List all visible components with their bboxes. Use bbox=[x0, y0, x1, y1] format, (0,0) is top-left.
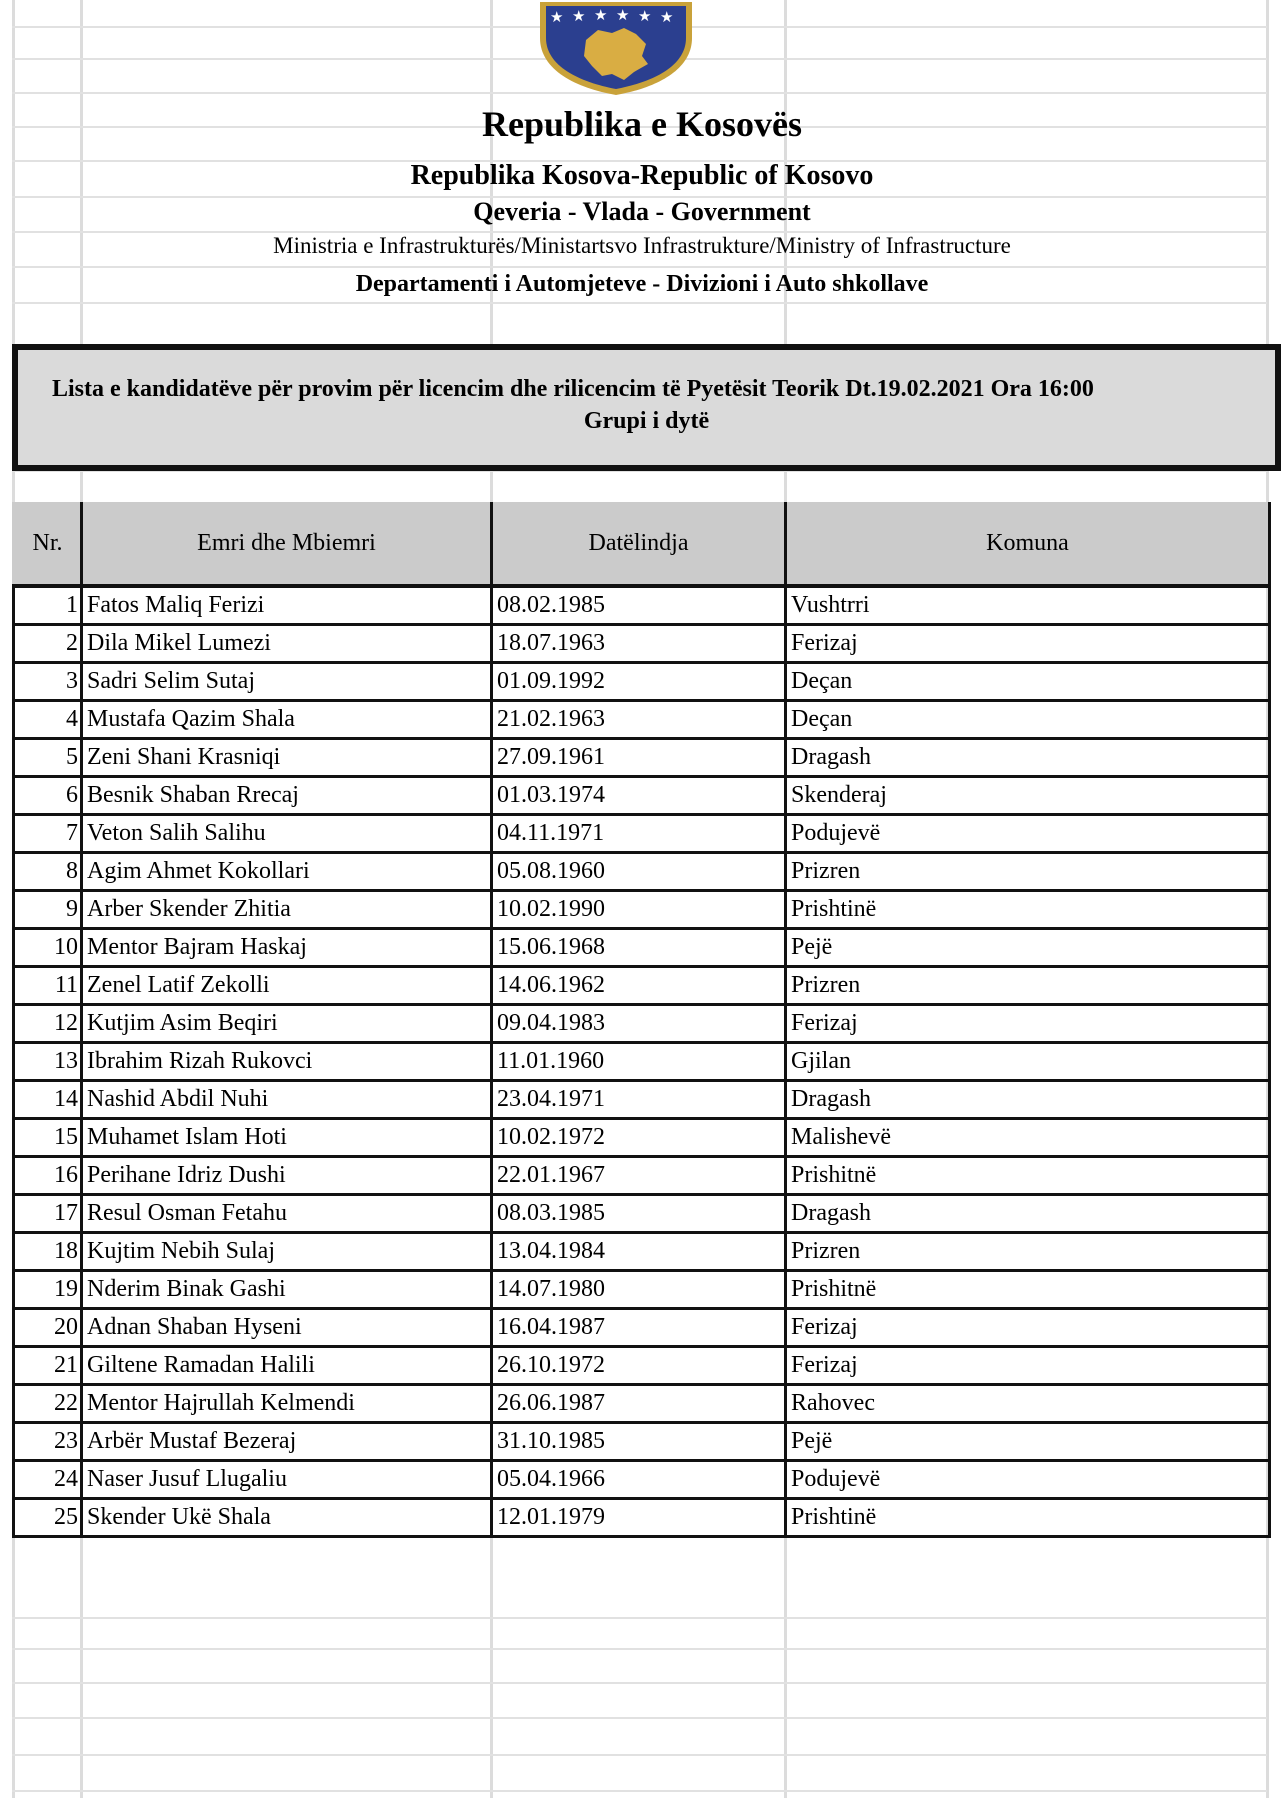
table-row bbox=[14, 1043, 1270, 1081]
candidates-table bbox=[12, 502, 1271, 1538]
cell-name: Kujtim Nebih Sulaj bbox=[82, 1233, 492, 1271]
table-row bbox=[14, 1157, 1270, 1195]
cell-name: Mentor Bajram Haskaj bbox=[82, 929, 492, 967]
grid-line bbox=[12, 1754, 1267, 1756]
table-row bbox=[14, 1271, 1270, 1309]
cell-nr: 9 bbox=[14, 891, 82, 929]
cell-municipality: Rahovec bbox=[786, 1385, 1270, 1423]
table-row bbox=[14, 1347, 1270, 1385]
cell-name: Ibrahim Rizah Rukovci bbox=[82, 1043, 492, 1081]
table-row bbox=[14, 1385, 1270, 1423]
table-row bbox=[14, 586, 1270, 625]
cell-name: Perihane Idriz Dushi bbox=[82, 1157, 492, 1195]
column-header-name: Emri dhe Mbiemri bbox=[82, 502, 492, 586]
table-row bbox=[14, 891, 1270, 929]
cell-name: Mentor Hajrullah Kelmendi bbox=[82, 1385, 492, 1423]
table-row bbox=[14, 967, 1270, 1005]
cell-birthdate: 15.06.1968 bbox=[492, 929, 786, 967]
cell-name: Naser Jusuf Llugaliu bbox=[82, 1461, 492, 1499]
cell-birthdate: 11.01.1960 bbox=[492, 1043, 786, 1081]
cell-municipality: Prishitnë bbox=[786, 1157, 1270, 1195]
cell-name: Arber Skender Zhitia bbox=[82, 891, 492, 929]
grid-line bbox=[12, 1717, 1267, 1719]
cell-birthdate: 14.07.1980 bbox=[492, 1271, 786, 1309]
header-ministry: Ministria e Infrastrukturës/Ministartsvo Infrastrukture/Ministry of Infrastructure bbox=[273, 233, 1011, 258]
table-row bbox=[14, 663, 1270, 701]
cell-name: Veton Salih Salihu bbox=[82, 815, 492, 853]
cell-municipality: Gjilan bbox=[786, 1043, 1270, 1081]
cell-birthdate: 05.08.1960 bbox=[492, 853, 786, 891]
header-republic-trilingual: Republika Kosova-Republic of Kosovo bbox=[410, 160, 874, 191]
cell-municipality: Prishitnë bbox=[786, 1271, 1270, 1309]
cell-nr: 1 bbox=[14, 586, 82, 625]
cell-birthdate: 16.04.1987 bbox=[492, 1309, 786, 1347]
table-row bbox=[14, 1423, 1270, 1461]
grid-line bbox=[12, 1682, 1267, 1684]
grid-line bbox=[12, 1617, 1267, 1619]
cell-nr: 12 bbox=[14, 1005, 82, 1043]
cell-birthdate: 14.06.1962 bbox=[492, 967, 786, 1005]
cell-birthdate: 05.04.1966 bbox=[492, 1461, 786, 1499]
cell-birthdate: 26.10.1972 bbox=[492, 1347, 786, 1385]
table-row bbox=[14, 777, 1270, 815]
table-row bbox=[14, 1461, 1270, 1499]
column-header-municipality: Komuna bbox=[786, 502, 1270, 586]
cell-municipality: Ferizaj bbox=[786, 1309, 1270, 1347]
cell-municipality: Prishtinë bbox=[786, 891, 1270, 929]
cell-birthdate: 08.03.1985 bbox=[492, 1195, 786, 1233]
cell-nr: 18 bbox=[14, 1233, 82, 1271]
grid-line bbox=[12, 1790, 1267, 1792]
header-republika: Republika e Kosovës bbox=[481, 104, 803, 144]
table-row bbox=[14, 739, 1270, 777]
table-row bbox=[14, 701, 1270, 739]
cell-birthdate: 10.02.1972 bbox=[492, 1119, 786, 1157]
cell-birthdate: 09.04.1983 bbox=[492, 1005, 786, 1043]
cell-birthdate: 22.01.1967 bbox=[492, 1157, 786, 1195]
table-row bbox=[14, 1233, 1270, 1271]
cell-nr: 6 bbox=[14, 777, 82, 815]
table-row bbox=[14, 1081, 1270, 1119]
grid-line bbox=[12, 302, 1267, 304]
cell-nr: 15 bbox=[14, 1119, 82, 1157]
cell-nr: 11 bbox=[14, 967, 82, 1005]
cell-municipality: Dragash bbox=[786, 1195, 1270, 1233]
list-title: Lista e kandidatëve për provim për licencim dhe rilicencim të Pyetësit Teorik Dt.19.02.2021 Ora 16:00 bbox=[52, 376, 1094, 402]
cell-name: Skender Ukë Shala bbox=[82, 1499, 492, 1537]
cell-name: Besnik Shaban Rrecaj bbox=[82, 777, 492, 815]
cell-birthdate: 10.02.1990 bbox=[492, 891, 786, 929]
cell-nr: 10 bbox=[14, 929, 82, 967]
cell-municipality: Podujevë bbox=[786, 1461, 1270, 1499]
cell-birthdate: 08.02.1985 bbox=[492, 586, 786, 625]
cell-nr: 23 bbox=[14, 1423, 82, 1461]
cell-name: Dila Mikel Lumezi bbox=[82, 625, 492, 663]
column-header-birthdate: Datëlindja bbox=[492, 502, 786, 586]
table-header-row bbox=[14, 502, 1270, 586]
cell-municipality: Vushtrri bbox=[786, 586, 1270, 625]
cell-municipality: Pejë bbox=[786, 1423, 1270, 1461]
table-row bbox=[14, 625, 1270, 663]
cell-name: Zeni Shani Krasniqi bbox=[82, 739, 492, 777]
header-department: Departamenti i Automjeteve - Divizioni i Auto shkollave bbox=[355, 271, 929, 297]
cell-municipality: Dragash bbox=[786, 1081, 1270, 1119]
table-row bbox=[14, 929, 1270, 967]
cell-municipality: Ferizaj bbox=[786, 1005, 1270, 1043]
cell-nr: 3 bbox=[14, 663, 82, 701]
cell-nr: 21 bbox=[14, 1347, 82, 1385]
cell-municipality: Malishevë bbox=[786, 1119, 1270, 1157]
cell-municipality: Ferizaj bbox=[786, 625, 1270, 663]
cell-nr: 19 bbox=[14, 1271, 82, 1309]
cell-nr: 7 bbox=[14, 815, 82, 853]
grid-line bbox=[12, 1648, 1267, 1650]
kosovo-coat-of-arms-icon bbox=[536, 0, 696, 96]
list-group: Grupi i dytë bbox=[583, 408, 710, 434]
cell-birthdate: 27.09.1961 bbox=[492, 739, 786, 777]
cell-name: Kutjim Asim Beqiri bbox=[82, 1005, 492, 1043]
table-row bbox=[14, 1195, 1270, 1233]
cell-municipality: Prizren bbox=[786, 853, 1270, 891]
cell-birthdate: 13.04.1984 bbox=[492, 1233, 786, 1271]
cell-birthdate: 01.03.1974 bbox=[492, 777, 786, 815]
cell-name: Resul Osman Fetahu bbox=[82, 1195, 492, 1233]
svg-text:★: ★ bbox=[638, 7, 652, 25]
cell-municipality: Deçan bbox=[786, 663, 1270, 701]
cell-name: Zenel Latif Zekolli bbox=[82, 967, 492, 1005]
cell-nr: 20 bbox=[14, 1309, 82, 1347]
cell-name: Fatos Maliq Ferizi bbox=[82, 586, 492, 625]
cell-municipality: Prizren bbox=[786, 967, 1270, 1005]
svg-text:★: ★ bbox=[572, 7, 586, 25]
cell-nr: 24 bbox=[14, 1461, 82, 1499]
cell-nr: 16 bbox=[14, 1157, 82, 1195]
cell-nr: 22 bbox=[14, 1385, 82, 1423]
cell-birthdate: 12.01.1979 bbox=[492, 1499, 786, 1537]
cell-nr: 8 bbox=[14, 853, 82, 891]
table-row bbox=[14, 1309, 1270, 1347]
header-government: Qeveria - Vlada - Government bbox=[473, 197, 811, 226]
cell-birthdate: 23.04.1971 bbox=[492, 1081, 786, 1119]
cell-nr: 17 bbox=[14, 1195, 82, 1233]
table-row bbox=[14, 1005, 1270, 1043]
svg-text:★: ★ bbox=[550, 8, 564, 26]
cell-nr: 25 bbox=[14, 1499, 82, 1537]
cell-nr: 4 bbox=[14, 701, 82, 739]
cell-municipality: Prishtinë bbox=[786, 1499, 1270, 1537]
cell-nr: 5 bbox=[14, 739, 82, 777]
table-row bbox=[14, 1499, 1270, 1537]
cell-birthdate: 26.06.1987 bbox=[492, 1385, 786, 1423]
list-title-box bbox=[12, 344, 1281, 471]
cell-name: Agim Ahmet Kokollari bbox=[82, 853, 492, 891]
cell-municipality: Dragash bbox=[786, 739, 1270, 777]
cell-name: Mustafa Qazim Shala bbox=[82, 701, 492, 739]
table-row bbox=[14, 815, 1270, 853]
cell-name: Sadri Selim Sutaj bbox=[82, 663, 492, 701]
cell-nr: 13 bbox=[14, 1043, 82, 1081]
cell-municipality: Prizren bbox=[786, 1233, 1270, 1271]
table-row bbox=[14, 1119, 1270, 1157]
cell-municipality: Deçan bbox=[786, 701, 1270, 739]
cell-birthdate: 01.09.1992 bbox=[492, 663, 786, 701]
cell-name: Arbër Mustaf Bezeraj bbox=[82, 1423, 492, 1461]
cell-municipality: Pejë bbox=[786, 929, 1270, 967]
cell-name: Nashid Abdil Nuhi bbox=[82, 1081, 492, 1119]
cell-name: Adnan Shaban Hyseni bbox=[82, 1309, 492, 1347]
cell-name: Nderim Binak Gashi bbox=[82, 1271, 492, 1309]
cell-birthdate: 18.07.1963 bbox=[492, 625, 786, 663]
cell-birthdate: 04.11.1971 bbox=[492, 815, 786, 853]
column-header-nr: Nr. bbox=[14, 502, 82, 586]
cell-name: Muhamet Islam Hoti bbox=[82, 1119, 492, 1157]
svg-text:★: ★ bbox=[616, 6, 630, 24]
cell-nr: 14 bbox=[14, 1081, 82, 1119]
table-row bbox=[14, 853, 1270, 891]
svg-text:★: ★ bbox=[594, 6, 608, 24]
cell-municipality: Skenderaj bbox=[786, 777, 1270, 815]
cell-birthdate: 31.10.1985 bbox=[492, 1423, 786, 1461]
cell-municipality: Podujevë bbox=[786, 815, 1270, 853]
cell-nr: 2 bbox=[14, 625, 82, 663]
cell-municipality: Ferizaj bbox=[786, 1347, 1270, 1385]
svg-text:★: ★ bbox=[660, 8, 674, 26]
cell-birthdate: 21.02.1963 bbox=[492, 701, 786, 739]
grid-line bbox=[12, 266, 1267, 268]
cell-name: Giltene Ramadan Halili bbox=[82, 1347, 492, 1385]
